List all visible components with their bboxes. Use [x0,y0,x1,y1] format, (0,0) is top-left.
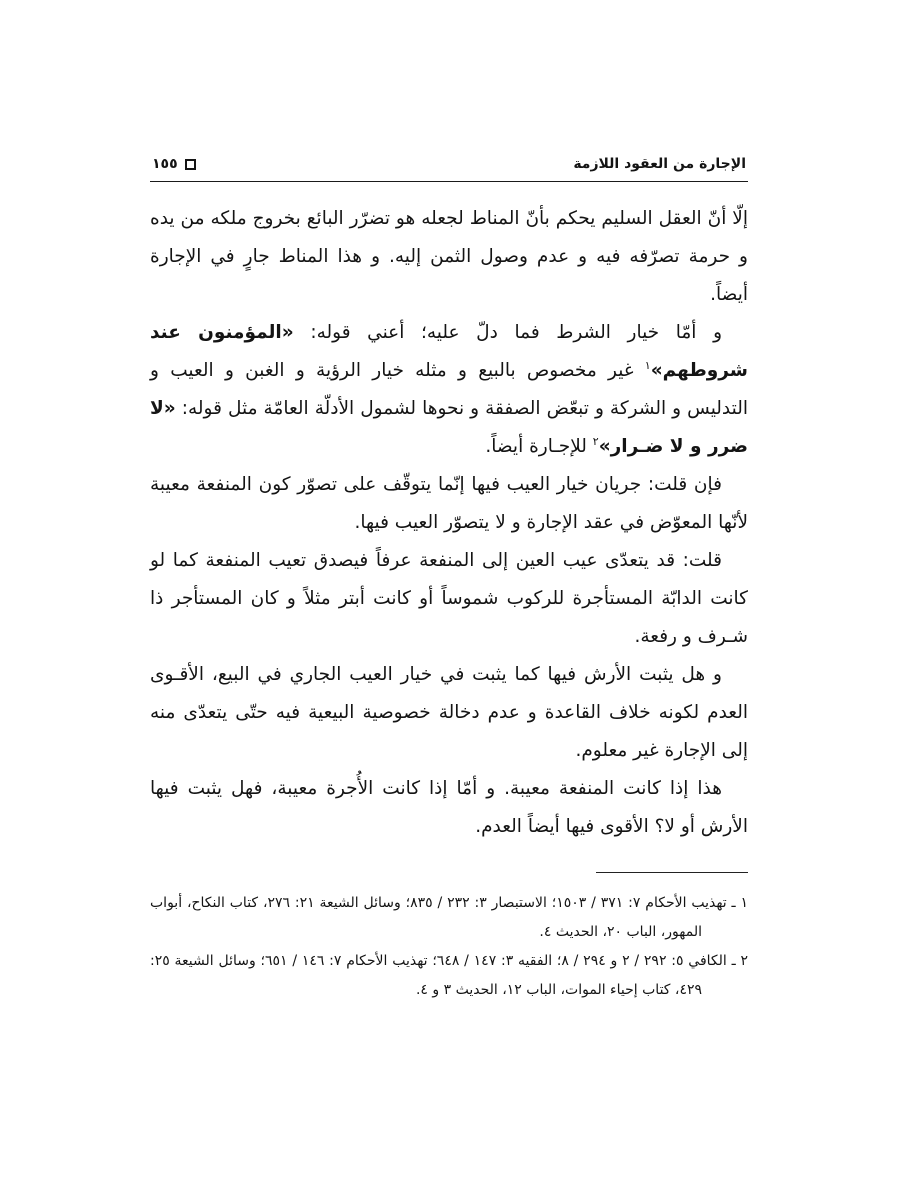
paragraph-segment: للإجـارة أيضاً. [485,436,593,457]
paragraph [150,314,748,466]
header-rule [150,181,748,182]
footnote-ref-1: ١ [644,358,651,372]
page-number: ١٥٥ [152,156,178,172]
footnote-2: ٢ ـ الكافي ٥: ٢٩٢ / ٢ و ٢٩٤ / ٨؛ الفقيه ٣: ١٤٧ / ٦٤٨؛ تهذيب الأحكام ٧: ١٤٦ / ٦٥١؛ وسائل الشيعة ٢٥: ٤٢٩، كتاب إحياء الموات، الباب ١٢، الحديث ٣ و ٤. [150,953,749,998]
hadith-quote: «لا ضرر و لا ضـرار» [150,398,748,457]
footnote-1: ١ ـ تهذيب الأحكام ٧: ٣٧١ / ١٥٠٣؛ الاستبصار ٣: ٢٣٢ / ٨٣٥؛ وسائل الشيعة ٢١: ٢٧٦، كتاب النكاح، أبواب المهور، الباب ٢٠، الحديث ٤. [150,895,749,940]
footnote-ref-2: ٢ [592,434,599,448]
running-head-title: الإجارة من العقود اللازمة [573,156,746,172]
hadith-quote: «المؤمنون عند شروطهم» [150,322,748,381]
square-marker-icon [185,159,196,170]
main-text [150,200,748,846]
paragraph: و هل يثبت الأرش فيها كما يثبت في خيار العيب الجاري في البيع، الأقـوى العدم لكونه خلاف القاعدة و عدم دخالة خصوصية البيعية فيه حتّى يتعدّى منه إلى الإجارة غير معلوم. [150,664,748,761]
paragraph: هذا إذا كانت المنفعة معيبة. و أمّا إذا كانت الأُجرة معيبة، فهل يثبت فيها الأرش أو لا؟ الأقوى فيها أيضاً العدم. [150,778,748,837]
paragraph: قلت: قد يتعدّى عيب العين إلى المنفعة عرفاً فيصدق تعيب المنفعة كما لو كانت الدابّة المستأجرة للركوب شموساً أو كانت أبتر مثلاً و كان المستأجر ذا شـرف و رفعة. [150,550,748,647]
footnote-separator [596,872,748,873]
page-number-group [152,156,196,172]
paragraph: إلّا أنّ العقل السليم يحكم بأنّ المناط لجعله هو تضرّر البائع بخروج ملكه من يده و حرمة تصرّفه فيه و عدم وصول الثمن إليه. و هذا المناط جارٍ في الإجارة أيضاً. [150,208,748,305]
paragraph: فإن قلت: جريان خيار العيب فيها إنّما يتوقّف على تصوّر كون المنفعة معيبة لأنّها المعوّض في عقد الإجارة و لا يتصوّر العيب فيها. [150,474,748,533]
text-block [150,156,748,1005]
paragraph-segment: غير مخصوص بالبيع و مثله خيار الرؤية و الغبن و العيب و التدليس و الشركة و تبعّض الصفقة و نحوها لشمول الأدلّة العامّة مثل قوله: [150,360,748,419]
page-header [150,156,748,181]
paragraph-segment: و أمّا خيار الشرط فما دلّ عليه؛ أعني قوله: [293,322,722,343]
footnotes [150,889,748,1005]
